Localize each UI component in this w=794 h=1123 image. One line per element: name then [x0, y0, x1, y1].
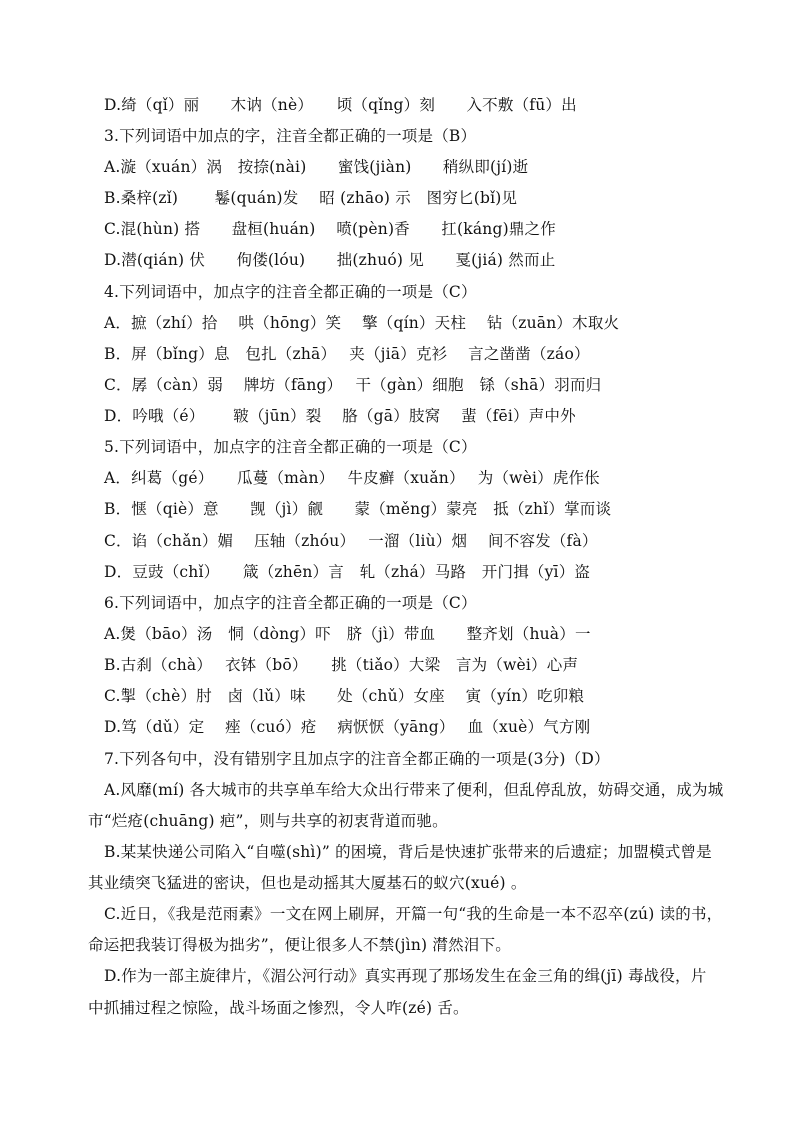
option-line-q6-c: C.掣（chè）肘 卤（lǔ）味 处（chǔ）女座 寅（yín）吃卯粮	[104, 687, 585, 705]
q7-option-a-line1: A.风靡(mí) 各大城市的共享单车给大众出行带来了便利，但乱停乱放，妨碍交通，成为城	[104, 781, 724, 799]
q7-option-b-line2: 其业绩突飞猛进的密诀，但也是动摇其大厦基石的蚁穴(xué) 。	[88, 874, 527, 892]
option-line-q5-b: B．惬（qiè）意 觊（jì）觎 蒙（měng）蒙亮 抵（zhǐ）掌而谈	[104, 500, 612, 518]
option-line-q6-a: A.煲（bāo）汤 恫（dòng）吓 脐（jì）带血 整齐划（huà）一	[104, 625, 591, 643]
question-7-stem: 7.下列各句中，没有错别字且加点字的注音全都正确的一项是(3分)（D）	[104, 750, 610, 768]
question-4-stem: 4.下列词语中，加点字的注音全都正确的一项是（C）	[104, 283, 477, 301]
option-line-q3-d: D.潜(qián) 伏 佝偻(lóu) 拙(zhuó) 见 戛(jiá) 然而止	[104, 251, 556, 269]
option-line-q5-c: C．谄（chǎn）媚 压轴（zhóu） 一溜（liù）烟 间不容发（fà）	[104, 532, 598, 550]
option-line-q3-a: A.漩（xuán）涡 按捺(nài) 蜜饯(jiàn) 稍纵即(jí)逝	[104, 158, 529, 176]
option-line-q3-b: B.桑梓(zǐ) 鬈(quán)发 昭 (zhāo) 示 图穷匕(bǐ)见	[104, 189, 518, 207]
q7-option-d-line1: D.作为一部主旋律片，《湄公河行动》真实再现了那场发生在金三角的缉(jī) 毒战役，片	[104, 967, 707, 985]
q7-option-c-line2: 命运把我装订得极为拙劣”，便让很多人不禁(jìn) 潸然泪下。	[88, 936, 511, 954]
option-line-q4-d: D．吟哦（é） 皲（jūn）裂 胳（gā）肢窝 蜚（fēi）声中外	[104, 407, 576, 425]
question-6-stem: 6.下列词语中，加点字的注音全都正确的一项是（C）	[104, 594, 477, 612]
option-line-q3-c: C.混(hùn) 搭 盘桓(huán) 喷(pèn)香 扛(káng)鼎之作	[104, 220, 556, 238]
q7-option-c-line1: C.近日，《我是范雨素》一文在网上刷屏，开篇一句“我的生命是一本不忍卒(zú) 读的书，	[104, 905, 723, 923]
option-line-q6-b: B.古刹（chà） 衣钵（bō） 挑（tiǎo）大梁 言为（wèi）心声	[104, 656, 579, 674]
q7-option-b-line1: B.某某快递公司陷入“自噬(shì)” 的困境，背后是快速扩张带来的后遗症；加盟模式曾是	[104, 843, 712, 861]
option-line-q4-b: B．屏（bǐng）息 包扎（zhā） 夹（jiā）克衫 言之凿凿（záo）	[104, 345, 590, 363]
option-line-q6-d: D.笃（dǔ）定 痤（cuó）疮 病恹恹（yāng） 血（xuè）气方刚	[104, 718, 591, 736]
question-5-stem: 5.下列词语中，加点字的注音全都正确的一项是（C）	[104, 438, 477, 456]
option-line-q4-a: A．摭（zhí）拾 哄（hōng）笑 擎（qín）天柱 钻（zuān）木取火	[104, 314, 620, 332]
option-line-q4-c: C．孱（càn）弱 牌坊（fāng） 干（gàn）细胞 铩（shā）羽而归	[104, 376, 602, 394]
option-line-q2-d: D.绮（qǐ）丽 木讷（nè） 顷（qǐng）刻 入不敷（fū）出	[104, 96, 577, 114]
q7-option-a-line2: 市“烂疮(chuāng) 疤”，则与共享的初衷背道而驰。	[88, 812, 448, 830]
option-line-q5-a: A．纠葛（gé） 瓜蔓（màn） 牛皮癣（xuǎn） 为（wèi）虎作伥	[104, 469, 600, 487]
option-line-q5-d: D．豆豉（chǐ） 箴（zhēn）言 轧（zhá）马路 开门揖（yī）盗	[104, 563, 591, 581]
q7-option-d-line2: 中抓捕过程之惊险，战斗场面之惨烈，令人咋(zé) 舌。	[88, 999, 469, 1017]
question-3-stem: 3.下列词语中加点的字，注音全都正确的一项是（B）	[104, 127, 477, 145]
